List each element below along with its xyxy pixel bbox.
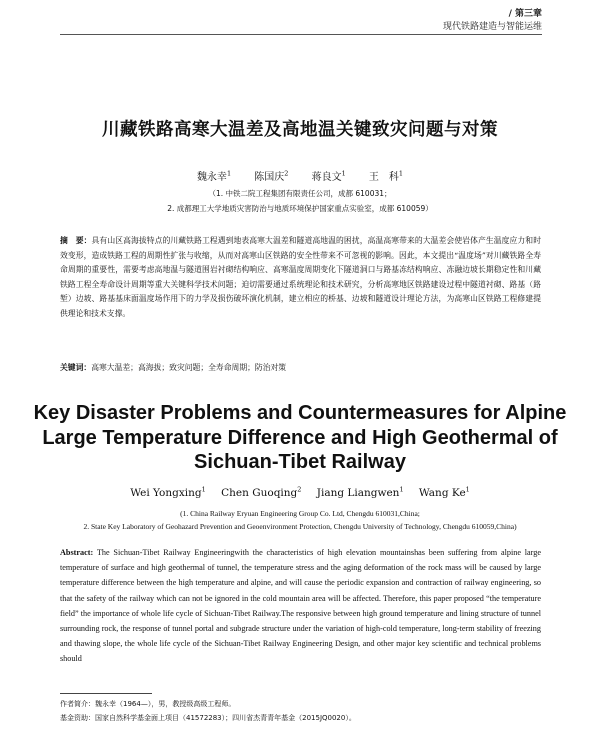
cn-author-name: 魏永幸 — [196, 172, 227, 183]
en-author — [221, 487, 301, 499]
cn-author — [196, 169, 232, 183]
en-author-sup: 1 — [399, 485, 404, 494]
cn-authors — [0, 168, 600, 183]
en-author-sup: 2 — [297, 485, 302, 494]
en-author-name: Wei Yongxing — [130, 487, 202, 499]
cn-author — [368, 169, 404, 183]
en-author-sup: 1 — [465, 485, 470, 494]
cn-author — [311, 169, 346, 183]
en-title-line: Key Disaster Problems and Countermeasures for Alpine — [33, 402, 567, 424]
cn-author-sup: 1 — [341, 169, 346, 178]
en-author — [130, 487, 206, 499]
en-title — [0, 401, 600, 475]
cn-affiliation-2: 2. 成都理工大学地质灾害防治与地质环境保护国家重点实验室，成都 610059） — [167, 204, 433, 213]
en-affiliation-1: (1. China Railway Eryuan Engineering Group Co. Ltd, Chengdu 610031,China; — [180, 509, 420, 518]
en-title-line: Sichuan-Tibet Railway — [194, 451, 406, 473]
cn-abstract-text: 具有山区高海拔特点的川藏铁路工程遇到地表高寒大温差和隧道高地温的困扰，高温高寒带来的大温差会使岩体产生温度应力和时效变形，造成铁路工程的周期性扩张与收缩，从而对高寒山区铁路的安全性带来不可忽视的影响。因此，本文提出“温度场”对川藏铁路全寿命周期的重要性，需要考虑高地温与隧道围岩衬砌结构响应、高寒温度周期变化下隧道洞口与路基冻结构响应、冻融边坡长期稳定性和川藏铁路工程全寿命设计周期等重大关键科学技术问题；迫切需要通过系统理论和技术研究，分析高寒地区铁路建设过程中隧道衬砌、路基（路堑）边坡、路基基床面温度场作用下的力学及损伤破坏演化机制，建立相应的桥基、边坡和隧道设计理论方法，为高寒山区铁路工程修建提供理论和技术支撑。 — [60, 236, 541, 318]
en-affiliation-2: 2. State Key Laboratory of Geohazard Prevention and Geoenvironment Protection, Chengdu University of Technology, Chengdu 610059,China) — [83, 522, 517, 531]
cn-keywords — [60, 362, 541, 373]
en-author-name: Jiang Liangwen — [316, 487, 400, 499]
cn-abstract-label: 摘 要： — [60, 236, 92, 245]
cn-keywords-label: 关键词： — [60, 363, 92, 372]
cn-keywords-text: 高寒大温差；高海拔；致灾问题；全寿命周期；防治对策 — [91, 363, 287, 372]
footnote-funding: 基金资助：国家自然科学基金面上项目（41572283）；四川省杰青青年基金（2015JQ0020）。 — [60, 714, 356, 722]
cn-author — [254, 169, 289, 183]
footnote-rule — [60, 693, 152, 694]
en-author — [419, 487, 470, 499]
en-title-line: Large Temperature Difference and High Geothermal of — [42, 426, 558, 449]
running-header-subtitle: 现代铁路建造与智能运维 — [442, 22, 542, 32]
header-rule — [60, 34, 542, 35]
en-author-name: Wang Ke — [418, 487, 466, 499]
en-abstract-label: Abstract: — [60, 548, 94, 557]
cn-affiliation-1: （1. 中铁二院工程集团有限责任公司，成都 610031； — [208, 189, 392, 198]
cn-author-name: 王 科 — [368, 172, 399, 183]
cn-abstract — [60, 234, 541, 322]
cn-author-name: 陈国庆 — [254, 172, 285, 183]
en-authors — [0, 487, 600, 499]
en-author-name: Chen Guoqing — [221, 487, 298, 499]
en-author — [317, 487, 404, 499]
en-abstract-text: The Sichuan-Tibet Railway Engineeringwith the characteristics of high elevation mountainshas been suffering from alpine large temperature of surface and high geothermal of tunnel, the temperature stress and the aging deformation of the rock mass will be caused by large temperature difference between the high temperature and alpine, and will cause the periodic expansion and contraction of railway engineering, so that the safety of the railway which can not be ignored in the cold mountain area will be affected. Therefore, this paper proposed “the temperature field” the importance of whole life cycle of Sichuan-Tibet Railway.The responsive between high ground temperature and lining structure of tunnel surrounding rock, the response of tunnel portal and subgrade structure under the variation of high-cold temperature, long-term stability of freezing and thawing slope, the whole life cycle of the Sichuan-Tibet Railway Engineering Design, and other major key scientific and technical problems should — [60, 548, 541, 664]
cn-title: 川藏铁路高寒大温差及高地温关键致灾问题与对策 — [102, 120, 498, 140]
cn-author-sup: 1 — [226, 169, 232, 178]
running-header-chapter: / 第三章 — [508, 9, 542, 19]
en-abstract — [60, 545, 541, 667]
cn-author-name: 蒋良文 — [311, 172, 342, 183]
cn-author-sup: 2 — [284, 169, 289, 178]
footnote-author-bio: 作者简介：魏永幸（1964—），男，教授级高级工程师。 — [60, 700, 236, 708]
cn-author-sup: 1 — [398, 169, 404, 178]
en-author-sup: 1 — [201, 485, 206, 494]
